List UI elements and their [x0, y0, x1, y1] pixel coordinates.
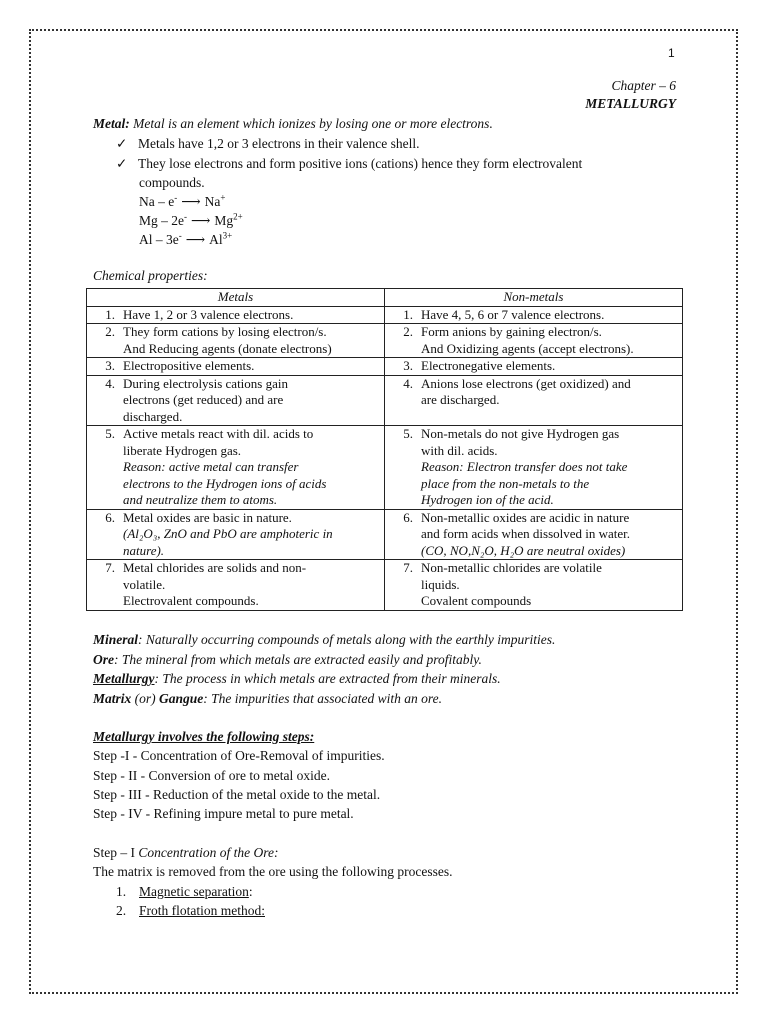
- cell-line-italic: Reason: active metal can transfer: [123, 459, 299, 474]
- cell-line: They form cations by losing electron/s.: [123, 324, 327, 339]
- table-row: [87, 426, 683, 510]
- cell-line: liquids.: [421, 576, 460, 592]
- matrix-definition: Matrix (or) Gangue: The impurities that associated with an ore.: [93, 691, 443, 706]
- cell-line: Covalent compounds: [421, 593, 532, 608]
- cell-line-italic: Hydrogen ion of the acid.: [421, 492, 554, 507]
- cell-line: are discharged.: [421, 392, 500, 407]
- chapter-title: METALLURGY: [585, 96, 676, 111]
- bullet-2-continued: compounds.: [139, 175, 205, 190]
- nonmetals-header: Non-metals: [385, 289, 683, 307]
- nonmetals-cell: 2. Form anions by gaining electron/s. And Oxidizing agents (accept electrons).: [385, 324, 683, 358]
- metals-cell: 4. During electrolysis cations gain electrons (get reduced) and are discharged.: [87, 375, 385, 426]
- metals-cell: 7. Metal chlorides are solids and non- volatile. Electrovalent compounds.: [87, 560, 385, 611]
- step-2: Step - II - Conversion of ore to metal oxide.: [93, 768, 330, 783]
- process-magnetic-separation: 1. Magnetic separation:: [116, 884, 253, 899]
- ore-definition: Ore: The mineral from which metals are extracted easily and profitably.: [93, 652, 482, 667]
- cell-line: with dil. acids.: [421, 442, 498, 458]
- arrow-icon: ⟶: [181, 194, 201, 209]
- check-icon: ✓: [116, 136, 128, 151]
- cell-line: Non-metallic oxides are acidic in nature: [421, 509, 630, 525]
- properties-table: [86, 288, 683, 611]
- cell-line: Have 1, 2 or 3 valence electrons.: [123, 306, 294, 322]
- step-4: Step - IV - Refining impure metal to pure metal.: [93, 806, 354, 821]
- nonmetals-cell: 1. Have 4, 5, 6 or 7 valence electrons.: [385, 306, 683, 324]
- table-row: [87, 306, 683, 324]
- cell-line: volatile.: [123, 576, 166, 592]
- equation-na: Na – e- ⟶ Na+: [139, 192, 226, 209]
- page-number: 1: [668, 46, 675, 60]
- nonmetals-cell: 7. Non-metallic chlorides are volatile liquids. Covalent compounds: [385, 560, 683, 611]
- cell-line-italic: and neutralize them to atoms.: [123, 492, 278, 507]
- check-icon: ✓: [116, 156, 128, 171]
- chemical-properties-heading: Chemical properties:: [93, 268, 208, 283]
- metal-definition: [93, 116, 493, 132]
- metal-term: Metal:: [93, 116, 130, 131]
- step-1-intro: The matrix is removed from the ore using the following processes.: [93, 864, 453, 879]
- bullet-2: ✓ They lose electrons and form positive ions (cations) hence they form electrovalent: [116, 156, 583, 171]
- cell-line: Anions lose electrons (get oxidized) and: [421, 375, 631, 391]
- metals-cell: 1. Have 1, 2 or 3 valence electrons.: [87, 306, 385, 324]
- cell-line-italic: Reason: Electron transfer does not take: [421, 459, 628, 474]
- metals-cell: 6. Metal oxides are basic in nature. (Al₂O₃, ZnO and PbO are amphoteric in nature).: [87, 509, 385, 560]
- cell-line: And Reducing agents (donate electrons): [123, 340, 332, 356]
- nonmetals-cell: 6. Non-metallic oxides are acidic in nature and form acids when dissolved in water. (CO, NO,N₂O, H₂O are neutral oxides): [385, 509, 683, 560]
- step-3: Step - III - Reduction of the metal oxide to the metal.: [93, 787, 381, 802]
- process-froth-flotation: 2. Froth flotation method:: [116, 903, 265, 918]
- metals-cell: 5. Active metals react with dil. acids to liberate Hydrogen gas. Reason: active metal can transfer electrons to the Hydrogen ions of acids and neutralize them to atoms.: [87, 426, 385, 510]
- table-row: [87, 358, 683, 376]
- cell-line: Metal chlorides are solids and non-: [123, 560, 307, 575]
- equation-mg: Mg – 2e- ⟶ $Mg^{2+}$: [139, 211, 243, 228]
- equation-al: Al – 3e- ⟶ $Al^{3+}$: [139, 230, 233, 247]
- steps-heading: Metallurgy involves the following steps:: [93, 729, 315, 744]
- cell-line: Electropositive elements.: [123, 358, 255, 373]
- cell-line-italic: electrons to the Hydrogen ions of acids: [123, 475, 327, 491]
- cell-line: Electronegative elements.: [421, 358, 556, 373]
- cell-line-italic: nature).: [123, 542, 165, 558]
- cell-line-italic: (Al₂O₃, ZnO and PbO are amphoteric in: [123, 526, 333, 541]
- cell-line: Electrovalent compounds.: [123, 593, 259, 608]
- cell-line: Metal oxides are basic in nature.: [123, 509, 292, 525]
- cell-line: and form acids when dissolved in water.: [421, 526, 631, 541]
- cell-line: And Oxidizing agents (accept electrons).: [421, 340, 634, 356]
- metals-cell: 2. They form cations by losing electron/s. And Reducing agents (donate electrons): [87, 324, 385, 358]
- metals-cell: 3. Electropositive elements.: [87, 358, 385, 376]
- table-row: [87, 375, 683, 426]
- cell-line: Non-metals do not give Hydrogen gas: [421, 426, 620, 441]
- nonmetals-cell: 4. Anions lose electrons (get oxidized) and are discharged.: [385, 375, 683, 426]
- bullet-1: ✓ Metals have 1,2 or 3 electrons in their valence shell.: [116, 136, 420, 151]
- cell-line: During electrolysis cations gain: [123, 375, 288, 391]
- chapter-label: Chapter – 6: [611, 78, 676, 93]
- metals-header: Metals: [87, 289, 385, 307]
- metal-text: Metal is an element which ionizes by losing one or more electrons.: [129, 116, 493, 131]
- step-1: Step -I - Concentration of Ore-Removal of impurities.: [93, 748, 385, 763]
- cell-line: electrons (get reduced) and are: [123, 392, 284, 407]
- cell-line: Non-metallic chlorides are volatile: [421, 560, 602, 575]
- metallurgy-definition: Metallurgy: The process in which metals are extracted from their minerals.: [93, 671, 501, 686]
- cell-line: discharged.: [123, 408, 183, 424]
- nonmetals-cell: 5. Non-metals do not give Hydrogen gas with dil. acids. Reason: Electron transfer does not take place from the non-metals to the Hydrogen ion of the acid.: [385, 426, 683, 510]
- cell-line-italic: (CO, NO,N₂O, H₂O are neutral oxides): [421, 542, 626, 558]
- cell-line: Have 4, 5, 6 or 7 valence electrons.: [421, 306, 605, 322]
- arrow-icon: ⟶: [185, 232, 206, 247]
- cell-line: liberate Hydrogen gas.: [123, 442, 242, 458]
- cell-line: Active metals react with dil. acids to: [123, 426, 314, 441]
- step-1-heading: Step – I Concentration of the Ore:: [93, 845, 279, 860]
- arrow-icon: ⟶: [191, 213, 211, 228]
- table-row: [87, 509, 683, 560]
- cell-line-italic: place from the non-metals to the: [421, 475, 590, 491]
- cell-line: Form anions by gaining electron/s.: [421, 324, 602, 339]
- table-row: [87, 324, 683, 358]
- table-row: [87, 560, 683, 611]
- nonmetals-cell: 3. Electronegative elements.: [385, 358, 683, 376]
- mineral-definition: Mineral: Naturally occurring compounds of metals along with the earthly impurities.: [93, 632, 556, 647]
